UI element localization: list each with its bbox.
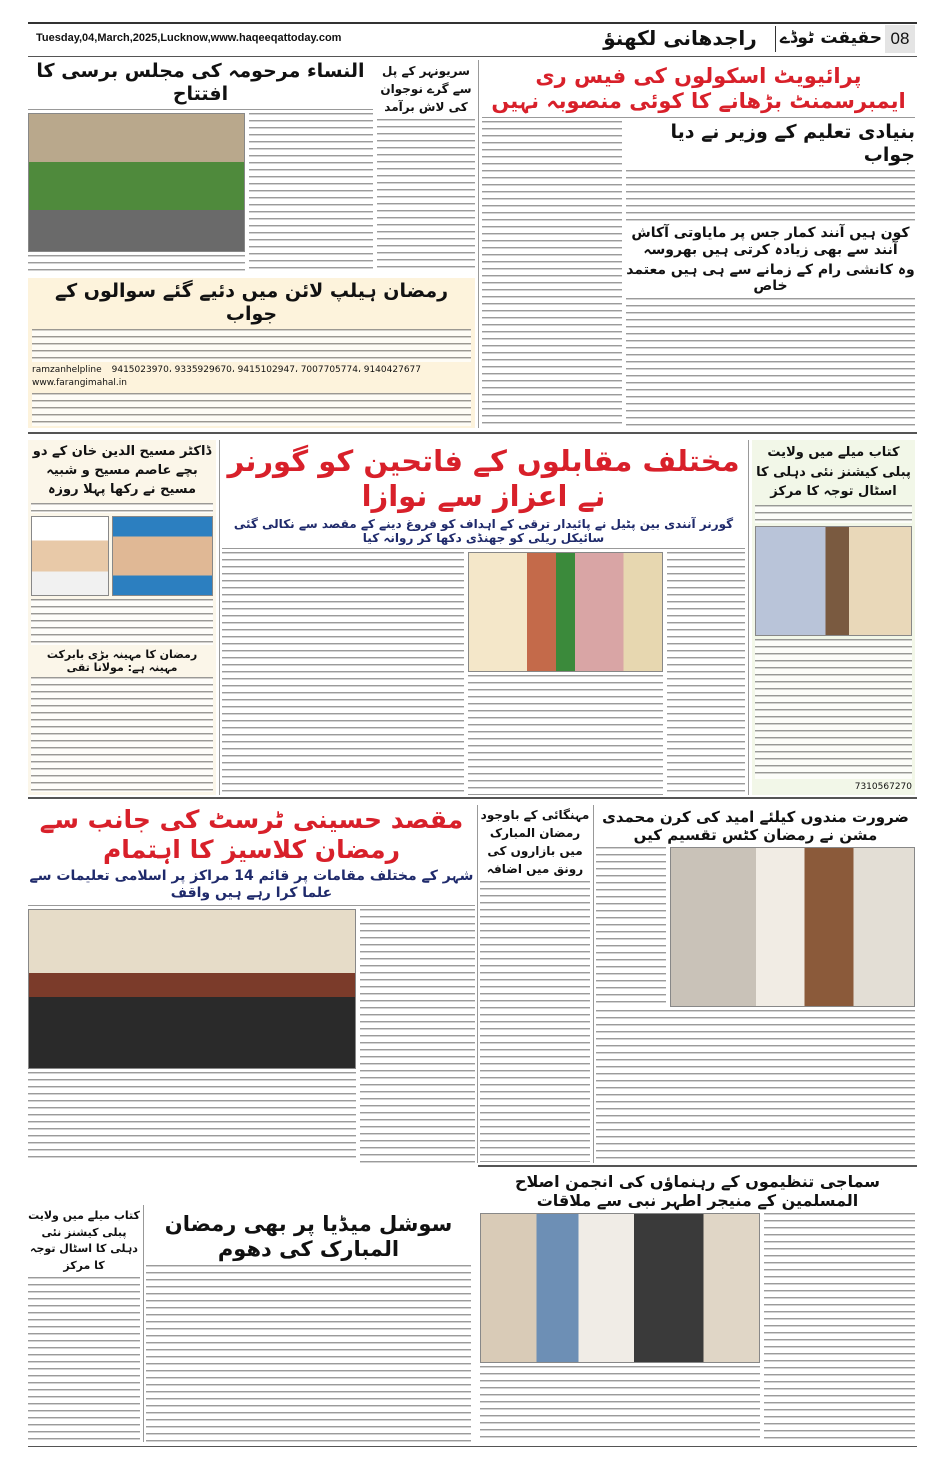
divider xyxy=(143,1205,144,1442)
top-rule xyxy=(28,22,917,24)
book-fair-body xyxy=(755,639,912,780)
school-fees-article xyxy=(482,64,915,428)
governor-body-right xyxy=(667,552,745,795)
meeting-article xyxy=(480,1172,915,1442)
book-fair-2-body xyxy=(28,1277,140,1442)
divider xyxy=(748,440,749,795)
anand-headline: کون ہیں آنند کمار جس پر مایاوتی آکاش آنند سے بھی زیادہ کرتی ہیں بھروسہ xyxy=(631,224,910,258)
hussaini-subhead: شہر کے مختلف مقامات پر قائم 14 مراکز پر اسلامی تعلیمات سے علما کرا رہے ہیں واقف xyxy=(29,868,474,901)
majlis-article xyxy=(28,60,373,273)
helpline-body xyxy=(32,329,471,362)
book-fair-phone: 7310567270 xyxy=(854,782,912,792)
majlis-body xyxy=(249,113,373,273)
governor-body-left xyxy=(222,552,464,795)
kits-headline: ضرورت مندوں کیلئے امید کی کرن محمدی مشن نے رمضان کٹس تقسیم کیں xyxy=(602,808,909,844)
footer-rule xyxy=(28,1446,917,1447)
meeting-body-right xyxy=(764,1213,915,1442)
majlis-photo xyxy=(28,113,245,252)
divider xyxy=(593,805,594,1163)
first-roza-box xyxy=(28,440,216,795)
divider xyxy=(482,117,915,118)
anand-subhead: وہ کانشی رام کے زمانے سے ہی ہیں معتمد خاص xyxy=(626,261,915,295)
school-fees-headline: پرائیویٹ اسکولوں کی فیس ری ایمبرسمنٹ بڑھانے کا کوئی منصوبہ نہیں xyxy=(491,64,906,114)
meeting-photo xyxy=(480,1213,760,1363)
child-photo-1 xyxy=(31,516,109,596)
dateline: Tuesday,04,March,2025,Lucknow,www.haqeeqattoday.com xyxy=(36,32,342,44)
helpline-phones: 9415023970، 9335929670، 9415102947، 7007705774، 9140427677 xyxy=(111,364,421,375)
markets-article xyxy=(480,806,590,1162)
hussaini-article xyxy=(28,805,475,1163)
divider xyxy=(477,805,478,1163)
divider xyxy=(28,905,475,906)
book-fair-2-article xyxy=(28,1208,140,1442)
hussaini-body xyxy=(28,1072,356,1163)
governor-body-middle xyxy=(468,675,663,795)
school-fees-body-col1 xyxy=(626,170,915,222)
section-title: راجدھانی لکھنؤ xyxy=(603,26,757,50)
child-photo-2 xyxy=(112,516,213,596)
divider xyxy=(222,548,745,549)
helpline-email: ramzanhelpline xyxy=(32,364,102,375)
social-media-body xyxy=(146,1265,471,1442)
maulana-body xyxy=(31,677,213,792)
section-rule xyxy=(28,432,917,434)
kits-body xyxy=(596,1010,915,1162)
markets-headline: مہنگائی کے باوجود رمضان المبارک میں بازاروں کی رونق میں اضافہ xyxy=(480,808,590,876)
kits-article xyxy=(596,808,915,1162)
book-fair-photo xyxy=(755,526,912,636)
book-fair-intro xyxy=(755,505,912,523)
body-found-headline: سریونہر کے پل سے گرے نوجوان کی لاش برآمد xyxy=(380,64,472,114)
social-media-headline: سوشل میڈیا پر بھی رمضان المبارک کی دھوم xyxy=(164,1212,453,1262)
kits-photo xyxy=(670,847,915,1007)
divider xyxy=(478,60,479,428)
helpline-headline: رمضان ہیلپ لائن میں دئیے گئے سوالوں کے جواب xyxy=(54,280,449,325)
helpline-website: www.farangimahal.in xyxy=(32,378,128,389)
social-media-article xyxy=(146,1212,471,1442)
divider xyxy=(28,109,373,110)
first-roza-body xyxy=(31,599,213,645)
anand-body xyxy=(626,298,915,428)
meeting-body xyxy=(480,1366,760,1442)
header-rule xyxy=(28,56,917,57)
section-rule xyxy=(478,1165,917,1167)
book-fair-box xyxy=(752,440,915,795)
logo: حقیقت ٹوڈے xyxy=(779,28,882,48)
governor-photo xyxy=(468,552,663,672)
governor-headline: مختلف مقابلوں کے فاتحین کو گورنر نے اعزاز سے نوازا xyxy=(227,444,740,513)
markets-body xyxy=(480,881,590,1162)
school-fees-subhead: بنیادی تعلیم کے وزیر نے دیا جواب xyxy=(670,121,915,167)
school-fees-body-col2 xyxy=(482,121,622,428)
body-found-body xyxy=(377,119,475,273)
governor-subhead: گورنر آنندی بین پٹیل نے پائیدار ترقی کے اہداف کو فروغ دینے کے مقصد سے نکالی گئی سائیکل ریلی کو جھنڈی دکھا کر روانہ کیا xyxy=(233,516,734,545)
divider xyxy=(775,26,776,52)
majlis-headline: النساء مرحومہ کی مجلس برسی کا افتتاح xyxy=(36,60,365,105)
maulana-subhead: رمضان کا مہینہ بڑی بابرکت مہینہ ہے: مولانا تقی xyxy=(46,647,198,674)
first-roza-intro xyxy=(31,503,213,513)
hussaini-photo xyxy=(28,909,356,1069)
book-fair-headline: کتاب میلے میں ولایت پبلی کیشنز نئی دہلی کا اسٹال توجہ کا مرکز xyxy=(756,445,911,499)
divider xyxy=(219,440,220,795)
photo-caption xyxy=(28,255,245,273)
hussaini-headline: مقصد حسینی ٹرسٹ کی جانب سے رمضان کلاسیز کا اہتمام xyxy=(39,805,464,864)
section-rule xyxy=(28,797,917,799)
governor-article xyxy=(222,444,745,795)
meeting-headline: سماجی تنظیموں کے رہنماؤں کی انجمن اصلاح المسلمین کے منیجر اطہر نبی سے ملاقات xyxy=(514,1172,881,1211)
book-fair-2-headline: کتاب میلے میں ولایت پبلی کیشنز نئی دہلی کا اسٹال توجہ کا مرکز xyxy=(28,1209,140,1272)
body-found-article xyxy=(377,62,475,273)
helpline-answers xyxy=(32,393,471,426)
helpline-box xyxy=(28,278,475,428)
first-roza-headline: ڈاکٹر مسیح الدین خان کے دو بچے عاصم مسیح و شبیہ مسیح نے رکھا پہلا روزہ xyxy=(32,444,212,497)
hussaini-body-right xyxy=(360,909,475,1163)
kits-body-left xyxy=(596,847,666,1007)
page-number: 08 xyxy=(885,25,915,53)
